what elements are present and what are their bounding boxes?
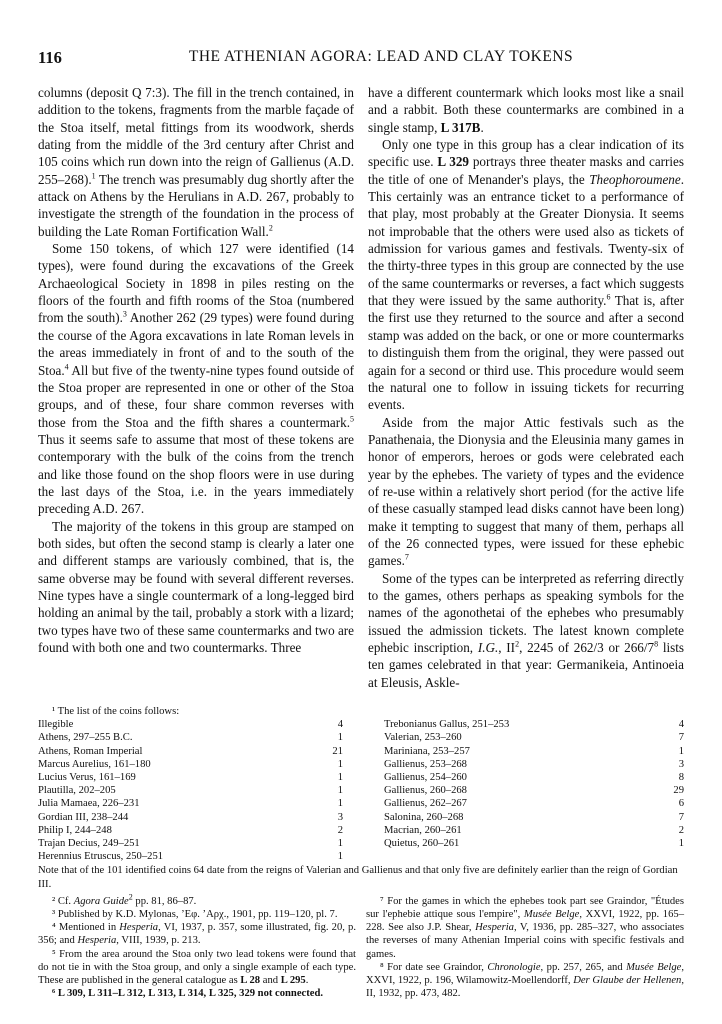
coin-name: Philip I, 244–248 (38, 824, 112, 836)
coin-count: 1 (337, 732, 343, 744)
coin-name: Valerian, 253–260 (384, 732, 462, 744)
coin-count: 7 (678, 732, 684, 744)
catalogue-ref: L 317B (440, 119, 481, 135)
coin-list-row (38, 745, 343, 758)
body-text (38, 84, 684, 691)
coin-name: Marcus Aurelius, 161–180 (38, 758, 151, 770)
coin-list-row (384, 824, 684, 837)
paragraph: Only one type in this group has a clear indication of its specific use. L 329 portrays three theater masks and carries the title of one of Menander's plays, the Theophoroumene. This certainly was an entrance ticket to a performance of that play, most probably at the Greater Dionysia. It seems not improbable that the others were used also as tickets of admission for various games and festivals. Twenty-six of the thirty-three types in this group are connected by the use of the same countermarks or reverses, a fact which suggests that they were issued by the same authority.$^6$ That is, after the first use they returned to the source and after a second stamp was added on the back, or one or more countermarks to distinguish them from the original, they were passed out again for a second or third use. This procedure would seem the natural one to follow in issuing tickets for recurring events. (368, 137, 684, 413)
footnote-columns (38, 892, 685, 1001)
coin-count: 1 (337, 798, 343, 810)
coin-count: 1 (337, 838, 343, 850)
coin-name: Quietus, 260–261 (384, 838, 460, 850)
coin-list-row (384, 797, 684, 810)
coin-list (38, 718, 684, 863)
catalogue-ref: L 329 (437, 154, 469, 170)
footnote-4: ⁴ Mentioned in Hesperia, VI, 1937, p. 357, some illustrated, fig. 20, p. 356; and Hesperia, VIII, 1939, p. 213. (38, 922, 356, 947)
coin-count: 2 (678, 824, 684, 836)
coin-name: Athens, Roman Imperial (38, 745, 143, 757)
coin-list-row (38, 771, 343, 784)
coin-list-row (38, 837, 343, 850)
footnote-8: ⁸ For date see Graindor, Chronologie, pp. 257, 265, and Musée Belge, XXVI, 1922, p. 196, Wilamowitz-Moellendorff, Der Glaube der Hellenen, II, 1932, pp. 473, 482. (366, 961, 685, 1000)
coin-list-row (384, 718, 684, 731)
page-number: 116 (38, 48, 62, 67)
coin-name: Trajan Decius, 249–251 (38, 838, 140, 850)
coin-name: Gallienus, 253–268 (384, 758, 467, 770)
coin-name: Illegible (38, 719, 74, 731)
coin-note: Note that of the 101 identified coins 64 date from the reigns of Valerian and Gallienus and that only five are definitely earlier than the reign of Gordian III. (38, 865, 678, 890)
coin-name: Julia Mamaea, 226–231 (38, 798, 140, 810)
coin-list-row (384, 811, 684, 824)
paragraph: Aside from the major Attic festivals such as the Panathenaia, the Dionysia and the Eleusinia many games in honor of emperors, heroes or gods were celebrated each year by the ephebes. The variety of types and the evidence of re-use within a relatively short period (for the active life of these casually stamped lead disks cannot have been long) make it tempting to suggest that many of them, perhaps all of the 26 connected types, were issued for these ephebic games.$^7$ (368, 414, 684, 569)
page-header (38, 48, 684, 74)
coin-count: 8 (678, 772, 684, 784)
coin-list-row (38, 850, 343, 863)
coin-list-row (38, 784, 343, 797)
coin-list-title: ¹ The list of the coins follows: (52, 706, 180, 718)
footnote-5: ⁵ From the area around the Stoa only two lead tokens were found that do not tie in with the Stoa group, and only a single example of each type. These are published in the general catalogue as L 28 and L 295. (38, 948, 356, 987)
footnotes-right (366, 895, 684, 1001)
coin-count: 3 (337, 811, 343, 823)
coin-list-row (38, 811, 343, 824)
coin-name: Salonina, 260–268 (384, 811, 464, 823)
coin-count: 1 (337, 772, 343, 784)
coin-count: 7 (678, 811, 684, 823)
footnote-2: ² Cf. Agora Guide$^2$ pp. 81, 86–87. (52, 892, 197, 907)
coin-list-row (384, 731, 684, 744)
coin-count: 1 (337, 785, 343, 797)
coin-name: Gallienus, 262–267 (384, 798, 467, 810)
coin-count: 3 (678, 758, 684, 770)
coin-list-row (384, 758, 684, 771)
coin-count: 21 (332, 745, 343, 757)
coin-name: Gordian III, 238–244 (38, 811, 129, 823)
coin-count: 2 (337, 824, 343, 836)
coin-name: Herennius Etruscus, 250–251 (38, 851, 164, 863)
coin-list-row (38, 758, 343, 771)
coin-name: Macrian, 260–261 (384, 824, 462, 836)
coin-name: Trebonianus Gallus, 251–253 (384, 719, 510, 731)
left-column (38, 84, 354, 691)
coin-name: Gallienus, 254–260 (384, 772, 467, 784)
paragraph: Some 150 tokens, of which 127 were identified (14 types), were found during the excavations of the Greek Archaeological Society in 1898 in piles resting on the floors of the fourth and fifth rooms of the Stoa (numbered from the south).$^3$ Another 262 (29 types) were found during the course of the Agora excavations in late Roman levels in the areas immediately in front of and to the south of the Stoa.$^4$ All but five of the twenty-nine types found outside of the Stoa proper are represented in one or other of the Stoa groups, and of these, four share common reverses with those from the Stoa and the fifth shares a countermark.$^5$ Thus it seems safe to assume that most of these tokens are contemporary with the bulk of the coins from the trench and like those found on the shop floors were in use during the last days of the Stoa, i.e. in the years immediately preceding A.D. 267. (38, 241, 354, 517)
coin-list-row (384, 745, 684, 758)
coin-count: 4 (337, 719, 343, 731)
footnotes (38, 705, 684, 1000)
coin-name: Plautilla, 202–205 (38, 785, 116, 797)
footnote-6: ⁶ L 309, L 311–L 312, L 313, L 314, L 325, 329 not connected. (52, 988, 324, 1000)
coin-count: 1 (337, 758, 343, 770)
paragraph: Some of the types can be interpreted as referring directly to the games, others perhaps as speaking symbols for the names of the agonothetai of the ephebes who presumably issued the admission tickets. The latest known complete ephebic inscription, I.G., $II^2$, 2245 of 262/3 or $266/7^8$ lists ten games celebrated in that year: Germanikeia, Antinoeia at Eleusis, Askle- (368, 570, 685, 690)
coin-list-row (384, 771, 684, 784)
coin-list-left (38, 718, 343, 863)
footnotes-left (38, 892, 356, 1001)
running-title: THE ATHENIAN AGORA: LEAD AND CLAY TOKENS (188, 48, 574, 65)
coin-list-row (38, 824, 343, 837)
coin-name: Lucius Verus, 161–169 (38, 772, 136, 784)
coin-name: Gallienus, 260–268 (384, 785, 467, 797)
coin-count: 1 (678, 838, 684, 850)
paragraph: have a different countermark which looks most like a snail and a rabbit. Both these countermarks are combined in a single stamp, L 317B. (368, 85, 684, 135)
footnote-3: ³ Published by K.D. Mylonas, ʼΕφ. ʼΑρχ., 1901, pp. 119–120, pl. 7. (52, 909, 338, 921)
coin-count: 1 (678, 745, 684, 757)
coin-count: 4 (678, 719, 684, 731)
coin-list-row (384, 784, 684, 797)
coin-count: 29 (673, 785, 684, 797)
coin-list-row (384, 837, 684, 850)
coin-name: Athens, 297–255 B.C. (38, 732, 133, 744)
coin-count: 1 (337, 851, 343, 863)
coin-list-right (384, 718, 684, 863)
paragraph: The majority of the tokens in this group are stamped on both sides, but often the second stamp is clearly a later one and different stamps are variously combined, that is, the same obverse may be found with several different reverses. Nine types have a single countermark of a long-legged bird holding an animal by the tail, probably a stork with a lizard; two types have two of these same countermarks and two are found with both one and two countermarks. Three (38, 518, 355, 655)
right-column (368, 84, 684, 691)
paragraph: columns (deposit Q 7:3). The fill in the trench contained, in addition to the tokens, fragments from the marble façade of the Stoa itself, metal fittings from its woodwork, sherds dating from the middle of the 3rd century after Christ and 105 coins which run down into the reign of Gallienus (A.D. 255–268).$^1$ The trench was presumably dug shortly after the attack on Athens by the Herulians in A.D. 267, probably to investigate the strength of the foundation in the process of building the Late Roman Fortification Wall.$^2$ (38, 85, 354, 239)
coin-name: Mariniana, 253–257 (384, 745, 470, 757)
coin-list-row (38, 718, 343, 731)
coin-list-row (38, 731, 343, 744)
coin-list-row (38, 797, 343, 810)
footnote-7: ⁷ For the games in which the ephebes took part see Graindor, "Études sur l'ephebie attique sous l'empire", Musée Belge, XXVI, 1922, pp. 165–228. See also J.P. Shear, Hesperia, V, 1936, pp. 285–327, who associates the reverses of many Athenian Imperial coins with specific festivals and games. (366, 895, 684, 960)
coin-count: 6 (678, 798, 684, 810)
